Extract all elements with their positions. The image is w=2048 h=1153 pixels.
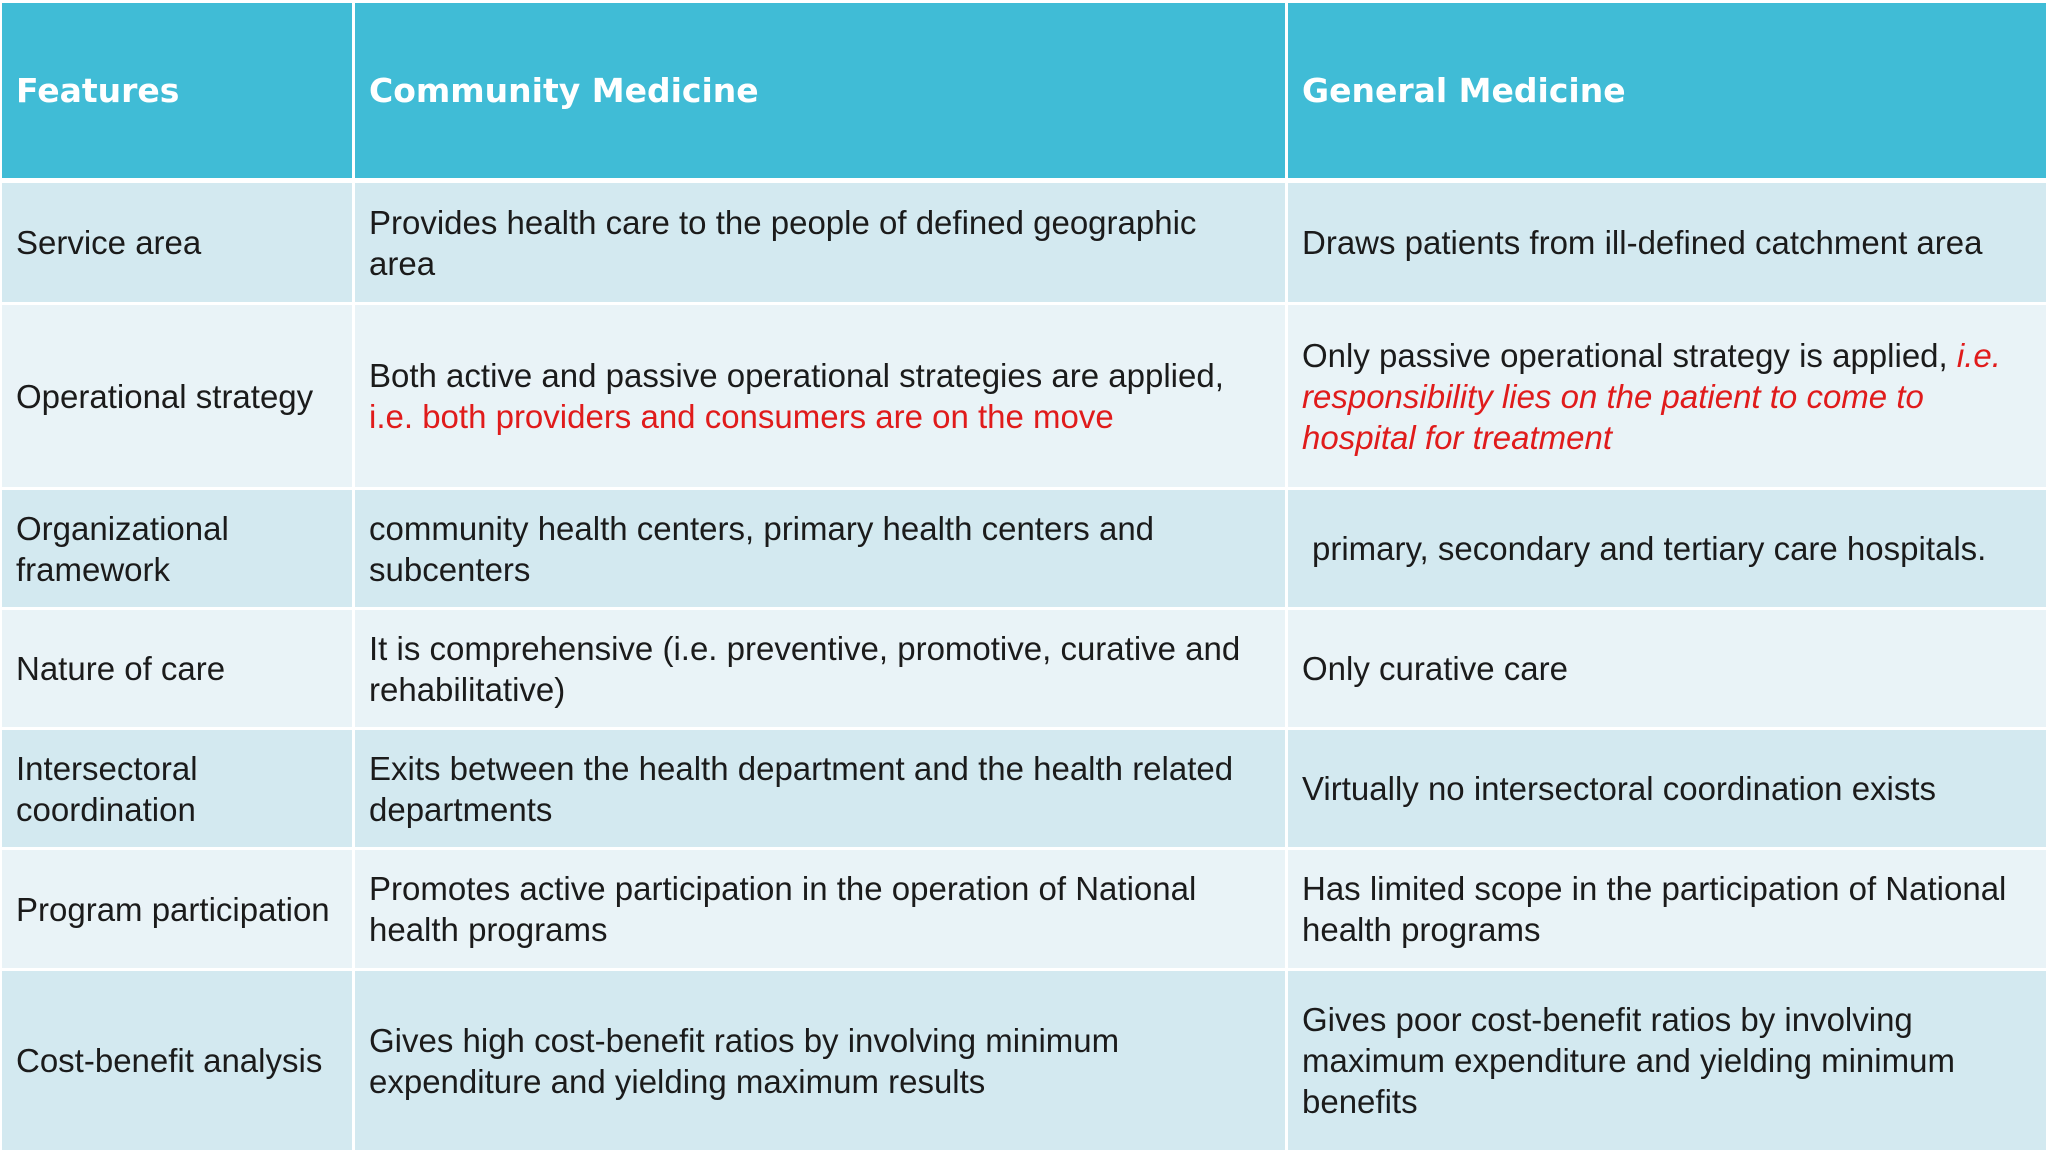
general-text: primary, secondary and tertiary care hospitals. xyxy=(1312,530,1987,567)
general-cell xyxy=(1288,490,2046,610)
general-cell: Gives poor cost-benefit ratios by involving maximum expenditure and yielding minimum benefits xyxy=(1288,971,2046,1153)
feature-cell: Operational strategy xyxy=(2,305,355,490)
community-cell: Gives high cost-benefit ratios by involving minimum expenditure and yielding maximum results xyxy=(355,971,1288,1153)
general-cell: Draws patients from ill-defined catchment area xyxy=(1288,183,2046,305)
community-cell xyxy=(355,305,1288,490)
table-row xyxy=(2,490,2046,610)
community-cell: community health centers, primary health centers and subcenters xyxy=(355,490,1288,610)
table-header-row xyxy=(2,3,2046,183)
general-cell: Virtually no intersectoral coordination exists xyxy=(1288,730,2046,850)
table-row xyxy=(2,850,2046,971)
community-cell: Exits between the health department and the health related departments xyxy=(355,730,1288,850)
table-row xyxy=(2,610,2046,730)
feature-cell: Program participation xyxy=(2,850,355,971)
feature-cell: Cost-benefit analysis xyxy=(2,971,355,1153)
general-text: Only passive operational strategy is applied, xyxy=(1302,336,1948,374)
table-row xyxy=(2,305,2046,490)
table-row xyxy=(2,183,2046,305)
feature-cell: Service area xyxy=(2,183,355,305)
table-row xyxy=(2,730,2046,850)
community-text: Both active and passive operational strategies are applied, xyxy=(369,357,1224,394)
community-cell: It is comprehensive (i.e. preventive, promotive, curative and rehabilitative) xyxy=(355,610,1288,730)
header-general-medicine: General Medicine xyxy=(1288,3,2046,183)
feature-cell: Intersectoral coordination xyxy=(2,730,355,850)
comparison-table xyxy=(2,3,2046,1153)
community-highlight-text: i.e. both providers and consumers are on the move xyxy=(369,398,1114,435)
general-cell: Only curative care xyxy=(1288,610,2046,730)
general-cell: Has limited scope in the participation of National health programs xyxy=(1288,850,2046,971)
general-highlight-text: i.e. responsibility lies on the patient to come to hospital for treatment xyxy=(1302,336,2001,456)
feature-cell: Nature of care xyxy=(2,610,355,730)
community-cell: Provides health care to the people of defined geographic area xyxy=(355,183,1288,305)
general-cell xyxy=(1288,305,2046,490)
header-features: Features xyxy=(2,3,355,183)
header-community-medicine: Community Medicine xyxy=(355,3,1288,183)
table-row xyxy=(2,971,2046,1153)
feature-cell: Organizational framework xyxy=(2,490,355,610)
community-cell: Promotes active participation in the operation of National health programs xyxy=(355,850,1288,971)
